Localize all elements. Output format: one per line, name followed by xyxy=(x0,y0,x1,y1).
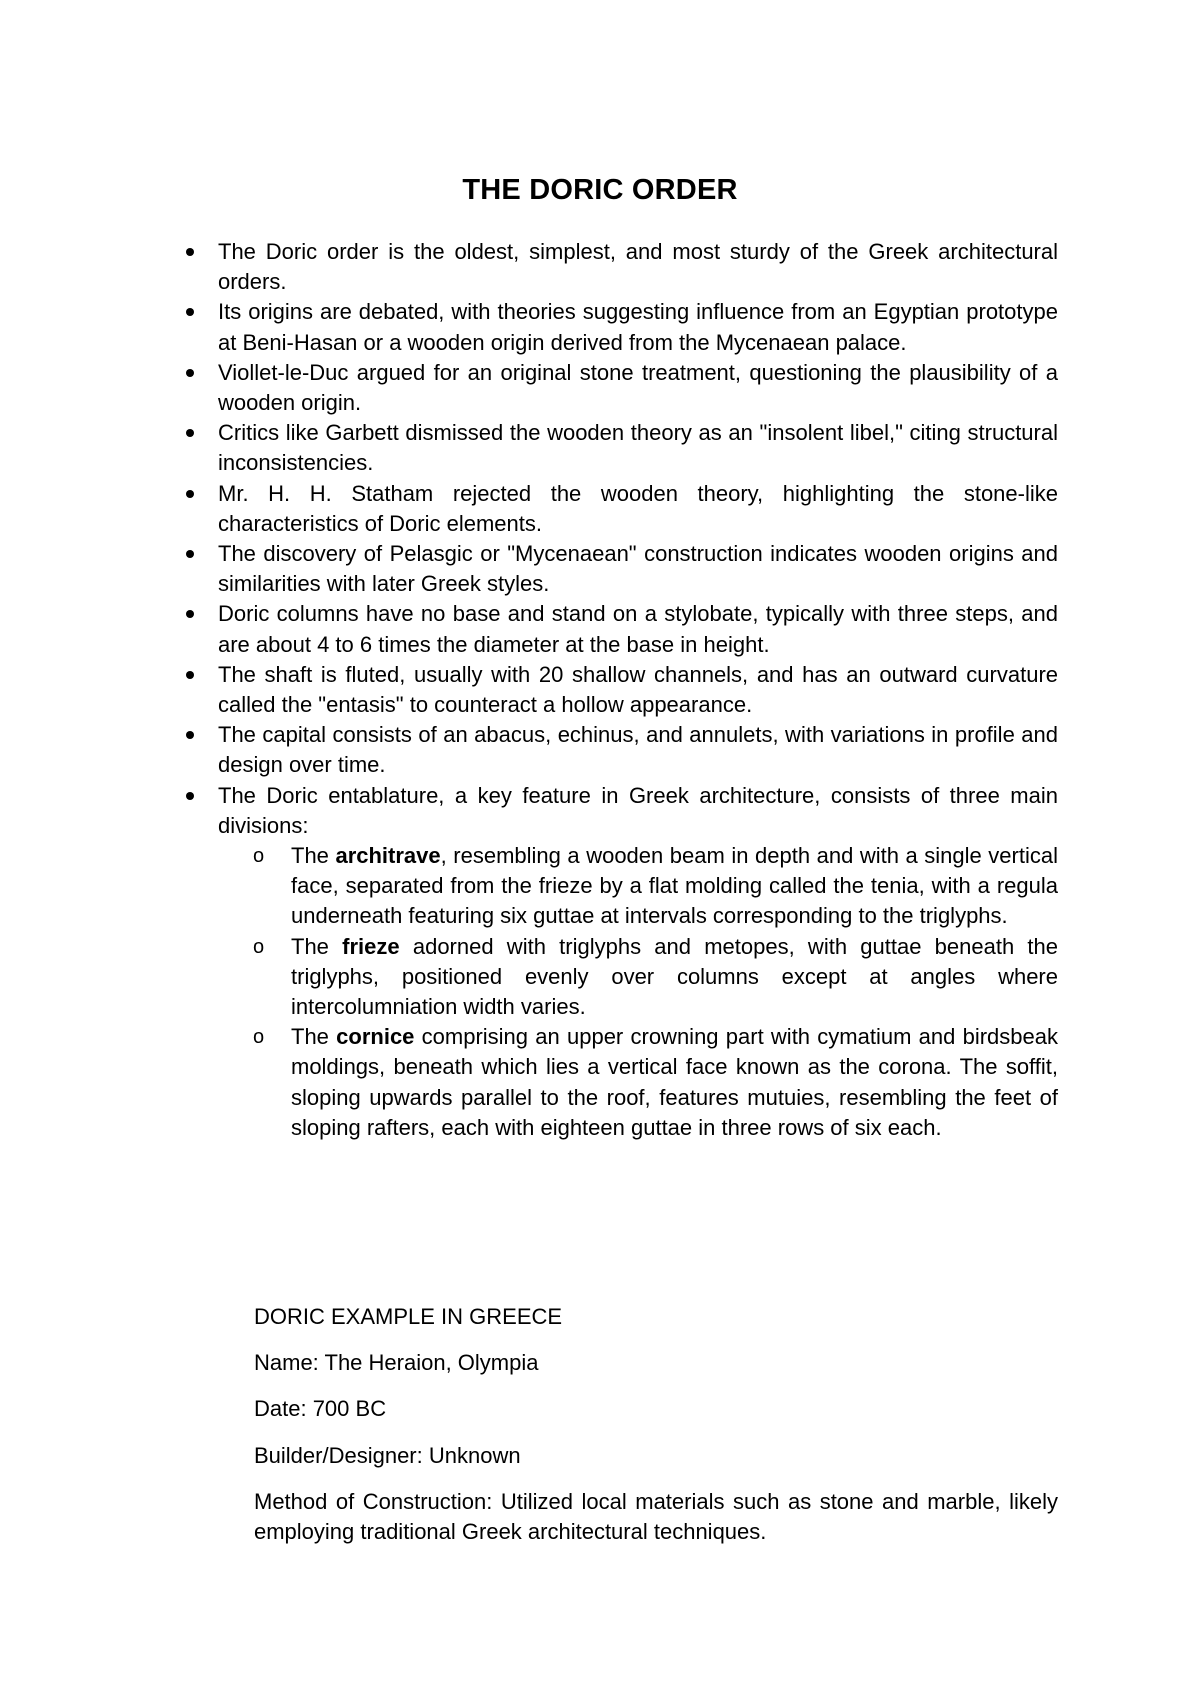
example-name: Name: The Heraion, Olympia xyxy=(254,1350,539,1376)
sub-item-term: architrave xyxy=(335,843,441,869)
list-item xyxy=(218,781,1058,1143)
list-item-text: Critics like Garbett dismissed the wooden theory as an "insolent libel," citing structural inconsistencies. xyxy=(218,420,1058,476)
example-builder: Builder/Designer: Unknown xyxy=(254,1442,521,1468)
bullet-icon xyxy=(186,731,194,739)
sub-list-item-frieze xyxy=(253,932,1058,1023)
bullet-icon xyxy=(186,792,194,800)
list-item-text: Doric columns have no base and stand on a stylobate, typically with three steps, and are about 4 to 6 times the diameter at the base in height. xyxy=(218,601,1058,657)
sub-list-item-architrave xyxy=(253,841,1058,932)
hollow-bullet-icon: o xyxy=(253,1026,265,1049)
bullet-icon xyxy=(186,308,194,316)
list-item-text: Its origins are debated, with theories suggesting influence from an Egyptian prototype at Beni-Hasan or a wooden origin derived from the Mycenaean palace. xyxy=(218,299,1058,355)
list-item-text: The Doric order is the oldest, simplest, and most sturdy of the Greek architectural orders. xyxy=(218,239,1058,295)
list-item-text: The discovery of Pelasgic or "Mycenaean" construction indicates wooden origins and similarities with later Greek styles. xyxy=(218,541,1058,597)
list-item xyxy=(218,297,1058,357)
bullet-icon xyxy=(186,550,194,558)
bullet-icon xyxy=(186,369,194,377)
example-heading: DORIC EXAMPLE IN GREECE xyxy=(254,1304,563,1329)
list-item xyxy=(218,539,1058,599)
sub-item-text: comprising an upper crowning part with cymatium and birdsbeak moldings, beneath which lies a vertical face known as the corona. The soffit, sloping upwards parallel to the roof, features mutuies, resembling the feet of sloping rafters, each with eighteen guttae in three rows of six each. xyxy=(291,1024,1058,1140)
list-item xyxy=(218,358,1058,418)
hollow-bullet-icon: o xyxy=(253,935,265,958)
list-item-text: Viollet-le-Duc argued for an original stone treatment, questioning the plausibility of a wooden origin. xyxy=(218,359,1058,416)
list-item xyxy=(218,418,1058,478)
list-item xyxy=(218,720,1058,780)
bullet-icon xyxy=(186,248,194,256)
list-item-text: The Doric entablature, a key feature in Greek architecture, consists of three main divisions: xyxy=(218,782,1058,838)
sub-item-lead: The xyxy=(291,843,336,869)
sub-list xyxy=(218,841,1058,1143)
list-item xyxy=(218,599,1058,659)
list-item-text: Mr. H. H. Statham rejected the wooden theory, highlighting the stone-like characteristics of Doric elements. xyxy=(218,480,1058,536)
sub-item-text: , resembling a wooden beam in depth and with a single vertical face, separated from the frieze by a flat molding called the tenia, with a regula underneath featuring six guttae at intervals corresponding to the triglyphs. xyxy=(291,843,1058,929)
sub-item-text: adorned with triglyphs and metopes, with guttae beneath the triglyphs, positioned evenly over columns except at angles where intercolumniation width varies. xyxy=(291,933,1058,1020)
bullet-icon xyxy=(186,610,194,618)
list-item-text: The capital consists of an abacus, echinus, and annulets, with variations in profile and design over time. xyxy=(218,722,1058,778)
list-item xyxy=(218,237,1058,297)
example-section xyxy=(254,1302,1058,1563)
example-date: Date: 700 BC xyxy=(254,1396,387,1422)
example-method: Method of Construction: Utilized local materials such as stone and marble, likely employing traditional Greek architectural techniques. xyxy=(254,1488,1058,1545)
sub-item-lead: The xyxy=(291,933,343,959)
sub-item-term: cornice xyxy=(336,1024,415,1050)
list-item-text: The shaft is fluted, usually with 20 shallow channels, and has an outward curvature called the "entasis" to counteract a hollow appearance. xyxy=(218,661,1058,718)
hollow-bullet-icon: o xyxy=(253,845,265,868)
bullet-list xyxy=(218,237,1058,1143)
list-item xyxy=(218,479,1058,539)
sub-list-item-cornice xyxy=(253,1022,1058,1143)
bullet-icon xyxy=(186,490,194,498)
sub-item-term: frieze xyxy=(342,933,400,959)
sub-item-lead: The xyxy=(291,1024,337,1050)
document-title: THE DORIC ORDER xyxy=(462,174,738,206)
bullet-icon xyxy=(186,429,194,437)
list-item xyxy=(218,660,1058,720)
bullet-icon xyxy=(186,671,194,679)
